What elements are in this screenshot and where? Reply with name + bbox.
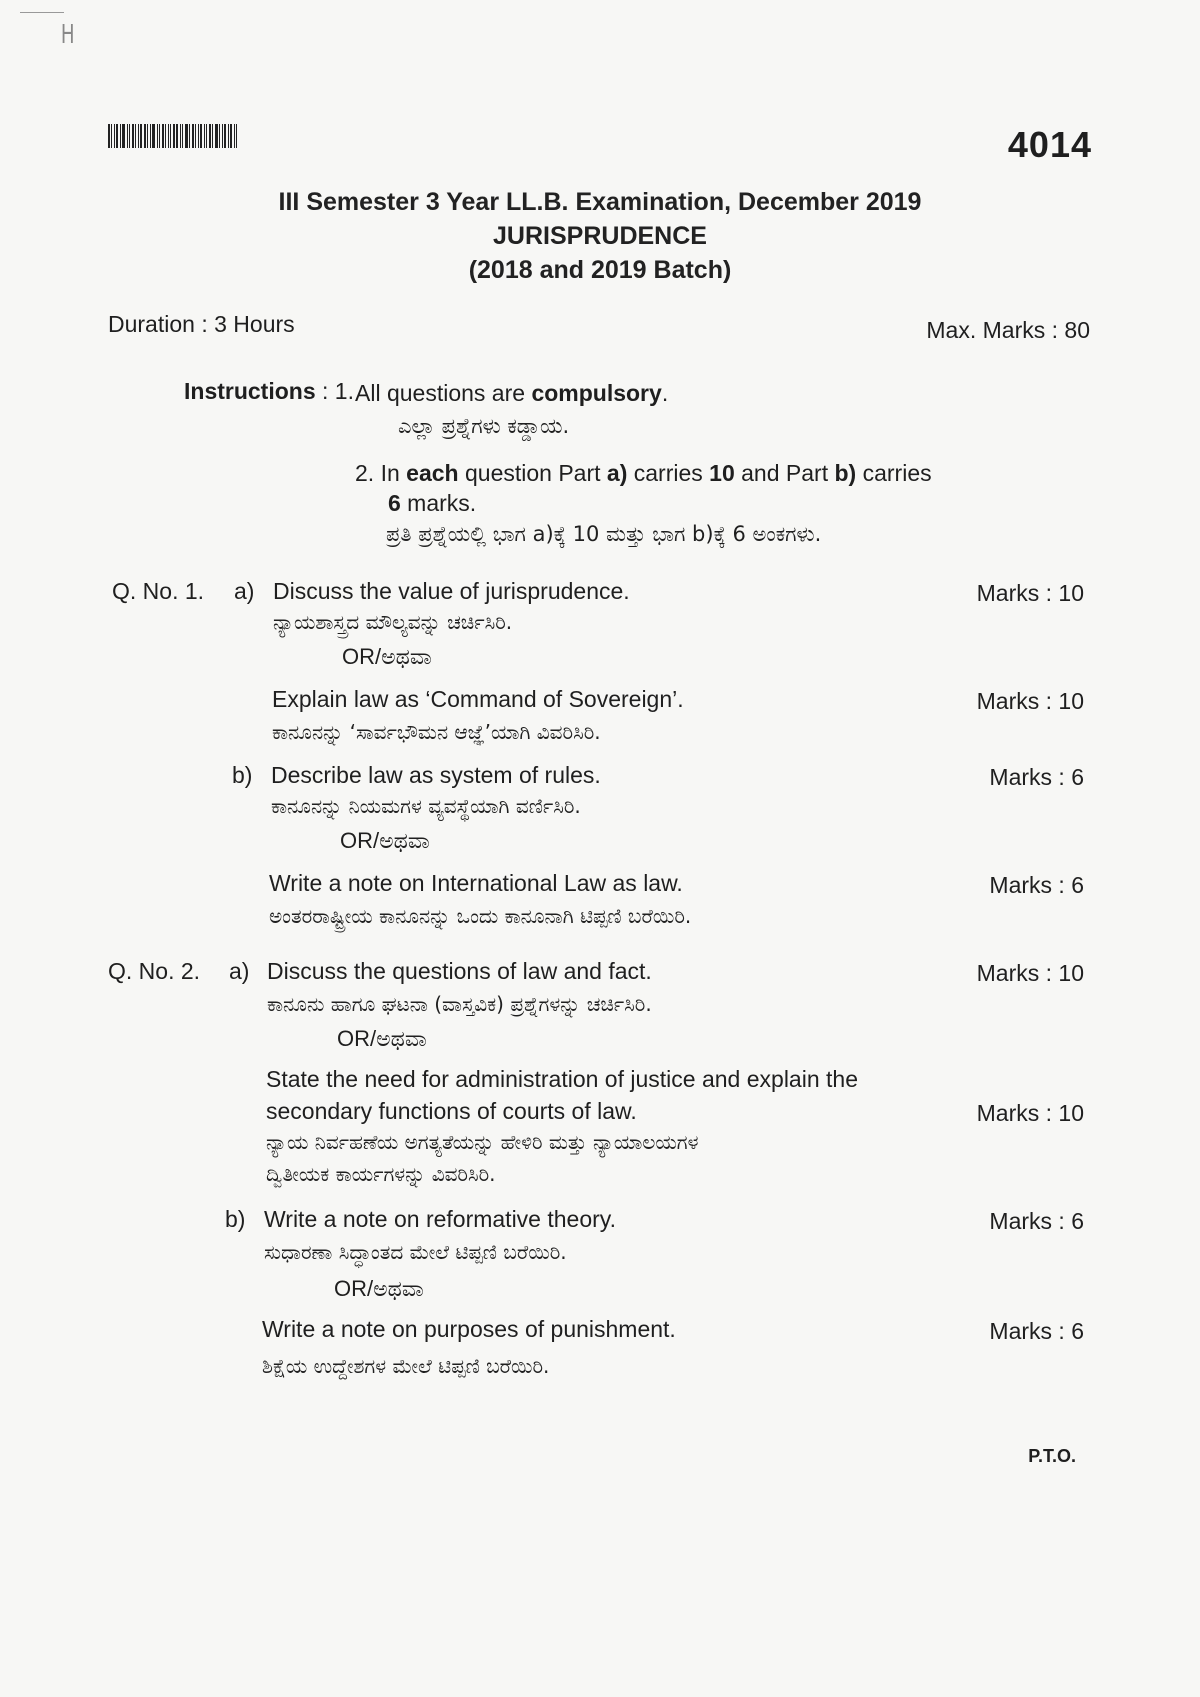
instruction-2-bold: 6 [388,490,401,516]
question-2b-option-2: Write a note on purposes of punishment. [262,1316,676,1342]
barcode-bar [170,124,171,148]
instruction-1-bold: compulsory [531,380,662,406]
question-1a-option-1-marks: Marks : 10 [976,580,1084,606]
question-2b-option-2-kannada: ಶಿಕ್ಷೆಯ ಉದ್ದೇಶಗಳ ಮೇಲೆ ಟಿಪ್ಪಣಿ ಬರೆಯಿರಿ. [262,1354,550,1378]
instruction-2 [355,458,1055,518]
barcode-bar [127,124,128,148]
question-2a-option-1-kannada: ಕಾನೂನು ಹಾಗೂ ಘಟನಾ (ವಾಸ್ತವಿಕ) ಪ್ರಶ್ನೆಗಳನ್ನು ಚರ್ಚಿಸಿರಿ. [267,992,652,1016]
barcode-bar [168,124,169,148]
question-2b-option-1: Write a note on reformative theory. [264,1206,616,1232]
instruction-1-kannada: ಎಲ್ಲಾ ಪ್ರಶ್ನೆಗಳು ಕಡ್ಡಾಯ. [398,414,570,438]
question-1b-option-2-marks: Marks : 6 [989,872,1084,898]
instruction-2-bold: b) [834,460,857,486]
question-2-label: Q. No. 2. [108,958,201,984]
question-1b-option-2-kannada: ಅಂತರರಾಷ್ಟ್ರೀಯ ಕಾನೂನನ್ನು ಒಂದು ಕಾನೂನಾಗಿ ಟಿಪ್ಪಣಿ ಬರೆಯಿರಿ. [269,904,692,928]
instruction-1-end: . [661,380,669,406]
instructions-label-text: Instructions [184,378,316,404]
instruction-2-bold: 10 [709,460,735,486]
barcode-bar [157,124,158,148]
question-2b-option-1-kannada: ಸುಧಾರಣಾ ಸಿದ್ಧಾಂತದ ಮೇಲೆ ಟಿಪ್ಪಣಿ ಬರೆಯಿರಿ. [264,1240,567,1264]
barcode-bar [180,124,181,148]
question-2a-option-1: Discuss the questions of law and fact. [267,958,652,984]
please-turn-over: P.T.O. [1028,1446,1076,1466]
instruction-2-kannada: ಪ್ರತಿ ಪ್ರಶ್ನೆಯಲ್ಲಿ ಭಾಗ a)ಕ್ಕೆ 10 ಮತ್ತು ಭಾಗ b)ಕ್ಕೆ 6 ಅಂಕಗಳು. [386,522,822,546]
question-2a-option-2-line-1: State the need for administration of justice and explain the [266,1066,858,1092]
question-1b-or: OR/ಅಥವಾ [340,828,430,853]
barcode-bar [173,124,175,148]
barcode-bar [182,124,183,148]
question-1a-option-2-marks: Marks : 10 [976,688,1084,714]
barcode-bar [209,124,211,148]
barcode-bar [176,124,178,148]
max-marks: Max. Marks : 80 [926,317,1090,343]
barcode-bar [129,124,130,148]
barcode-bar [162,124,164,148]
barcode-bar [204,124,205,148]
barcode-bar [132,124,134,148]
question-1b-option-1-marks: Marks : 6 [989,764,1084,790]
barcode-bar [228,124,229,148]
question-1a-or: OR/ಅಥವಾ [342,644,432,669]
question-2a-option-2-kannada-line-1: ನ್ಯಾಯ ನಿರ್ವಹಣೆಯ ಅಗತ್ಯತೆಯನ್ನು ಹೇಳಿರಿ ಮತ್ತು ನ್ಯಾಯಾಲಯಗಳ [266,1130,699,1154]
barcode-bar [108,124,110,148]
barcode-bar [152,124,155,148]
barcode-bar [144,124,146,148]
question-2b-label: b) [225,1206,246,1232]
barcode-bar [234,124,235,148]
barcode-bar [165,124,166,148]
instruction-2-text: In [380,460,407,486]
barcode-bar [222,124,223,148]
barcode-bar [114,124,115,148]
question-2b-option-1-marks: Marks : 6 [989,1208,1084,1234]
question-2b-or: OR/ಅಥವಾ [334,1276,424,1301]
question-2a-option-2-line-2: secondary functions of courts of law. [266,1098,637,1124]
question-2a-option-1-marks: Marks : 10 [976,960,1084,986]
instruction-2-text: question Part [458,460,607,486]
barcode-bar [206,124,207,148]
question-2b-option-2-marks: Marks : 6 [989,1318,1084,1344]
batch-title: (2018 and 2019 Batch) [468,256,732,284]
barcode-bar [147,124,148,148]
barcode-bar [120,124,121,148]
barcode-bar [138,124,139,148]
question-1a-option-2-kannada: ಕಾನೂನನ್ನು ‘ಸಾರ್ವಭೌಮನ ಆಜ್ಞೆ’ಯಾಗಿ ವಿವರಿಸಿರಿ. [272,720,601,744]
barcode-bar [198,124,199,148]
barcode-bar [185,124,188,148]
question-1b-option-1: Describe law as system of rules. [271,762,601,788]
exam-title: III Semester 3 Year LL.B. Examination, December 2019 [278,188,922,216]
question-1b-option-2: Write a note on International Law as law. [269,870,683,896]
barcode-bar [219,124,220,148]
instruction-2-text: carries [627,460,710,486]
instruction-2-text: marks. [400,490,477,516]
question-1b-label: b) [232,762,253,788]
question-1a-option-1-kannada: ನ್ಯಾಯಶಾಸ್ತ್ರದ ಮೌಲ್ಯವನ್ನು ಚರ್ಚಿಸಿರಿ. [273,610,513,634]
barcode [108,124,244,148]
instruction-2-bold: each [406,460,459,486]
barcode-bar [111,124,112,148]
instruction-1 [355,380,668,407]
instruction-1-text: All questions are [355,380,532,406]
question-1a-option-2: Explain law as ‘Command of Sovereign’. [272,686,684,712]
instruction-2-text: carries [856,460,932,486]
question-1-label: Q. No. 1. [112,578,205,604]
barcode-bar [159,124,160,148]
paper-code: 4014 [1007,124,1092,165]
instruction-2-number: 2. [355,460,375,486]
instruction-2-bold: a) [606,460,628,486]
corner-line [20,12,64,13]
barcode-bar [189,124,190,148]
question-2a-label: a) [229,958,250,984]
corner-handwritten-mark: H [60,20,75,50]
barcode-bar [200,124,202,148]
barcode-bar [195,124,196,148]
barcode-bar [230,124,232,148]
subject-title: JURISPRUDENCE [493,222,707,250]
duration: Duration : 3 Hours [108,311,295,337]
instructions-label [184,378,354,405]
instruction-1-number: : 1. [322,378,354,404]
barcode-bar [236,124,237,148]
barcode-bar [212,124,213,148]
question-1a-label: a) [234,578,255,604]
question-2a-option-2-kannada-line-2: ದ್ವಿತೀಯಕ ಕಾರ್ಯಗಳನ್ನು ವಿವರಿಸಿರಿ. [266,1162,496,1186]
barcode-bar [116,124,118,148]
question-1b-option-1-kannada: ಕಾನೂನನ್ನು ನಿಯಮಗಳ ವ್ಯವಸ್ಥೆಯಾಗಿ ವರ್ಣಿಸಿರಿ. [271,794,581,818]
question-2a-or: OR/ಅಥವಾ [337,1026,427,1051]
barcode-bar [135,124,136,148]
question-2a-option-2-marks: Marks : 10 [976,1100,1084,1126]
barcode-bar [122,124,125,148]
instruction-2-text: and Part [734,460,835,486]
barcode-bar [224,124,226,148]
barcode-bar [192,124,194,148]
barcode-bar [140,124,142,148]
question-1a-option-1: Discuss the value of jurisprudence. [273,578,630,604]
barcode-bar [215,124,218,148]
barcode-bar [150,124,151,148]
